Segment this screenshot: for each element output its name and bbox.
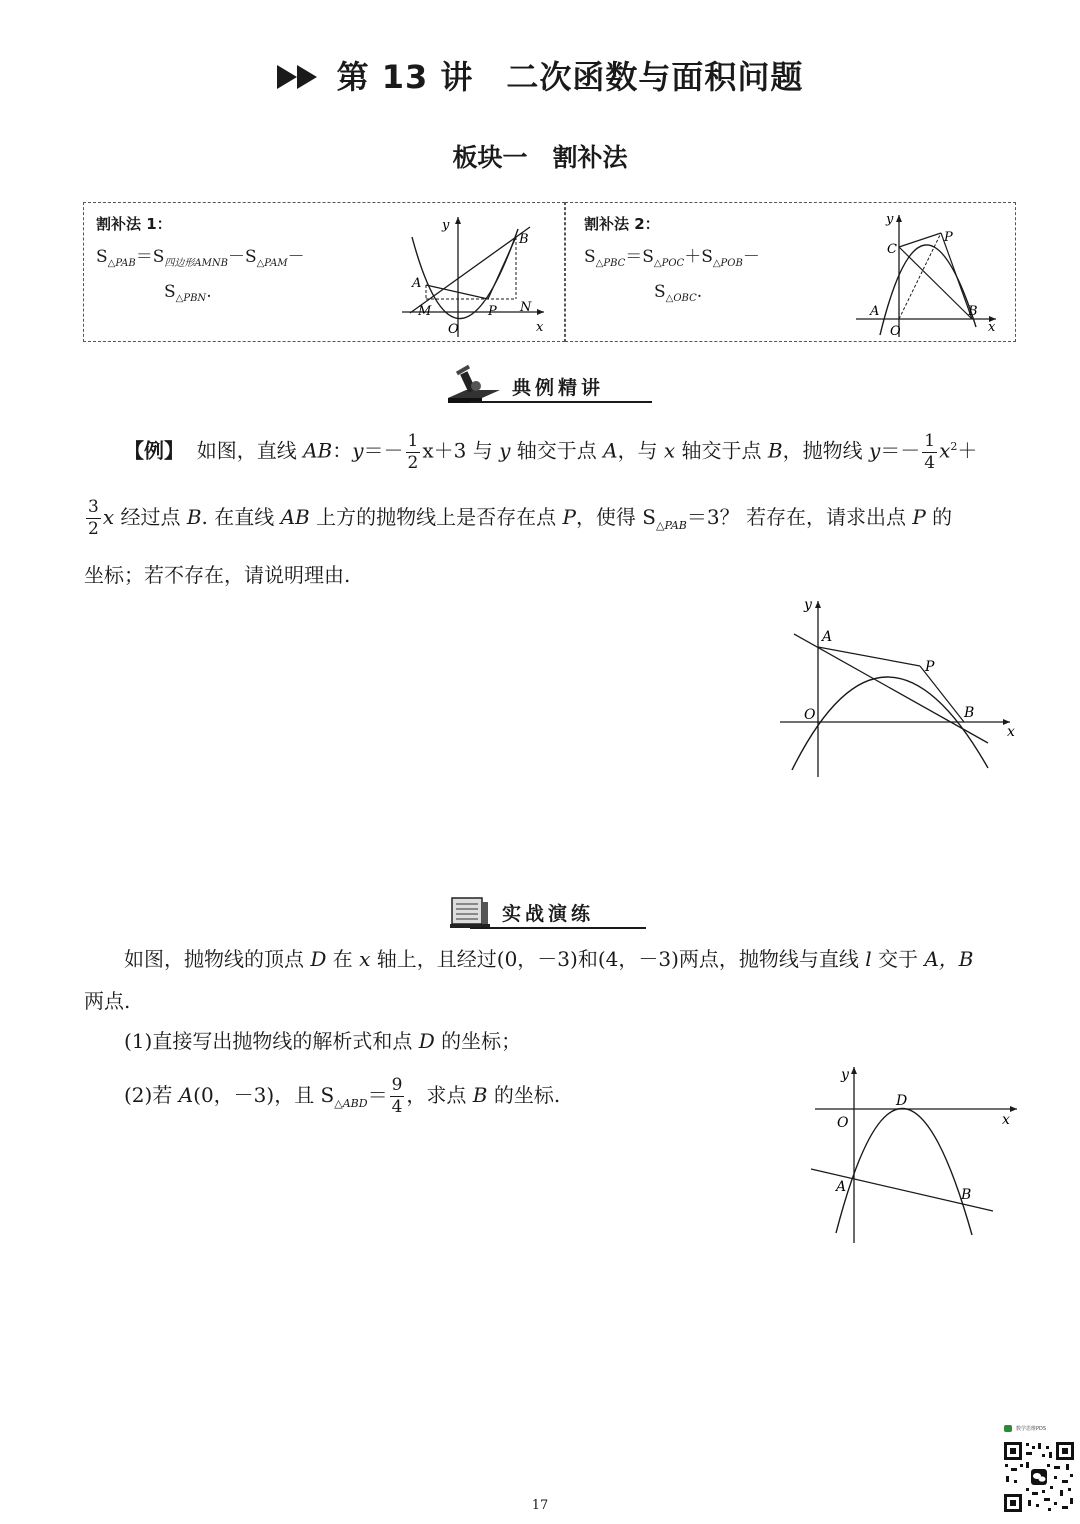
practice-heading-underline	[470, 927, 646, 929]
fig2-label-y: y	[886, 212, 894, 227]
example-paragraph-line2: $\frac{3}{2}$ x 经过点 B. 在直线 AB 上方的抛物线上是否存在点 P，使得 $S_{\triangle PAB}=3$？ 若存在，请求出点 P 的	[88, 497, 953, 539]
book-icon	[448, 892, 494, 932]
fraction-quarter: $\frac{1}{4}$	[924, 430, 936, 473]
method-box-1	[83, 202, 565, 342]
fig4-label-D: D	[896, 1093, 908, 1109]
fig1-label-N: N	[520, 300, 532, 315]
qr-caption: 数学思维PDS	[1016, 1426, 1047, 1432]
wechat-icon	[1004, 1425, 1012, 1432]
fig3-label-A: A	[822, 629, 833, 645]
practice-heading: 实战演练	[502, 903, 595, 925]
fig3-label-O: O	[804, 707, 816, 723]
fig2-label-C: C	[887, 242, 897, 257]
fig1-label-M: M	[418, 304, 432, 319]
fig4-label-y: y	[841, 1067, 849, 1083]
fig2-label-B: B	[968, 304, 978, 319]
fig4-label-A: A	[836, 1179, 847, 1195]
fraction-nine-quarters: $\frac{9}{4}$	[391, 1075, 403, 1117]
fig3-label-P: P	[925, 659, 935, 675]
fig2-label-x: x	[988, 320, 996, 335]
fig2-label-O: O	[890, 324, 901, 339]
qr-header	[1004, 1424, 1074, 1434]
example-paragraph-line3: 坐标；若不存在，请说明理由.	[84, 563, 351, 587]
microscope-icon	[446, 362, 502, 406]
fig2-label-A: A	[870, 304, 880, 319]
fig1-label-x: x	[536, 320, 544, 335]
fig3-label-y: y	[804, 597, 812, 613]
method-1-figure	[402, 209, 562, 339]
qr-code-icon[interactable]	[1002, 1440, 1076, 1514]
practice-paragraph-line1: 如图，抛物线的顶点 D 在 x 轴上，且经过(0，－3)和(4，－3)两点，抛物线与直线 l 交于 A，B	[124, 947, 974, 971]
method-box-2	[565, 202, 1016, 342]
practice-question-2: (2)若 A(0，－3)，且 $S_{\triangle ABD}=$ $\frac{9}{4}$ ，求点 B 的坐标.	[124, 1075, 561, 1117]
page-title-text: 第 13 讲 二次函数与面积问题	[336, 58, 804, 96]
fig4-label-O: O	[837, 1115, 849, 1131]
fig3-label-B: B	[964, 705, 975, 721]
example-paragraph-line1: 【例】 如图，直线 AB：y＝－ $\frac{1}{2}$ x＋3 与 y 轴交于点 A，与 x 轴交于点 B，抛物线 y＝－ $\frac{1}{4}$ $x^2+$	[124, 430, 978, 473]
method-2-formula-line2: $S_{\triangle OBC}$.	[654, 282, 703, 304]
method-1-formula-line2: $S_{\triangle PBN}$.	[164, 282, 212, 304]
section-title: 板块一 割补法	[452, 143, 628, 172]
example-heading-underline	[470, 401, 652, 403]
practice-figure	[805, 1063, 1025, 1245]
method-2-formula-line1: $S_{\triangle PBC}=S_{\triangle POC}+S_{\triangle POB}-$	[584, 247, 760, 269]
fig1-label-B: B	[519, 232, 529, 247]
fig1-label-A: A	[412, 276, 422, 291]
practice-question-1: (1)直接写出抛物线的解析式和点 D 的坐标；	[124, 1029, 522, 1053]
double-arrow-icon	[277, 60, 321, 98]
page-number: 17	[531, 1498, 549, 1513]
fig4-label-x: x	[1002, 1112, 1010, 1128]
page-title	[0, 52, 1080, 98]
fig1-label-O: O	[448, 322, 459, 337]
fig4-label-B: B	[961, 1187, 972, 1203]
fraction-three-halves: $\frac{3}{2}$	[88, 497, 99, 539]
method-2-figure	[856, 207, 1006, 339]
method-1-label: 割补法 1：	[96, 215, 172, 233]
fig2-label-P: P	[944, 230, 953, 245]
example-figure	[780, 595, 1020, 780]
fig1-label-y: y	[442, 218, 450, 233]
fig3-label-x: x	[1007, 724, 1015, 740]
example-tag: 【例】	[124, 438, 184, 463]
fraction-half: $\frac{1}{2}$	[407, 430, 419, 473]
method-1-formula-line1: $S_{\triangle PAB}=S_{四边形AMNB}-S_{\triangle PAM}-$	[96, 247, 305, 269]
example-heading: 典例精讲	[512, 377, 605, 399]
fig1-label-P: P	[488, 304, 497, 319]
method-2-label: 割补法 2：	[584, 215, 660, 233]
practice-paragraph-line2: 两点.	[84, 989, 131, 1013]
